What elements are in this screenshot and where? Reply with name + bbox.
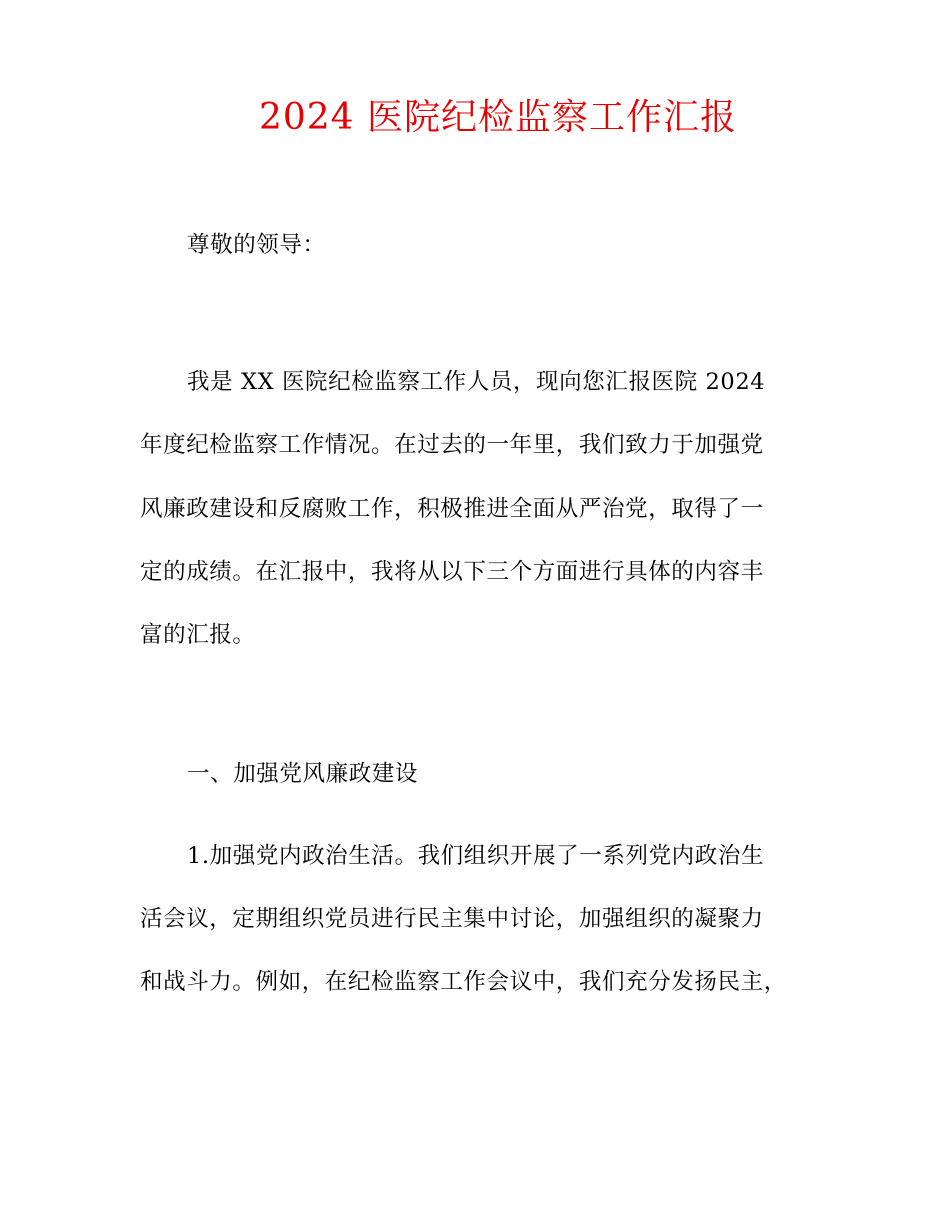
salutation: 尊敬的领导： — [187, 232, 326, 258]
item-line: 1.加强党内政治生活。我们组织开展了一系列党内政治生 — [187, 843, 765, 869]
section-heading: 一、加强党风廉政建设 — [187, 761, 419, 787]
intro-line: 风廉政建设和反腐败工作，积极推进全面从严治党，取得了一 — [140, 496, 764, 522]
intro-line: 年度纪检监察工作情况。在过去的一年里，我们致力于加强党 — [140, 432, 764, 458]
document-title: 2024 医院纪检监察工作汇报 — [258, 97, 738, 138]
item-line: 和战斗力。例如，在纪检监察工作会议中，我们充分发扬民主， — [140, 969, 787, 995]
intro-line: 定的成绩。在汇报中，我将从以下三个方面进行具体的内容丰 — [140, 559, 764, 585]
intro-line: 富的汇报。 — [140, 622, 256, 648]
item-line: 活会议，定期组织党员进行民主集中讨论，加强组织的凝聚力 — [140, 906, 764, 932]
intro-line: 我是 XX 医院纪检监察工作人员，现向您汇报医院 2024 — [187, 369, 766, 395]
